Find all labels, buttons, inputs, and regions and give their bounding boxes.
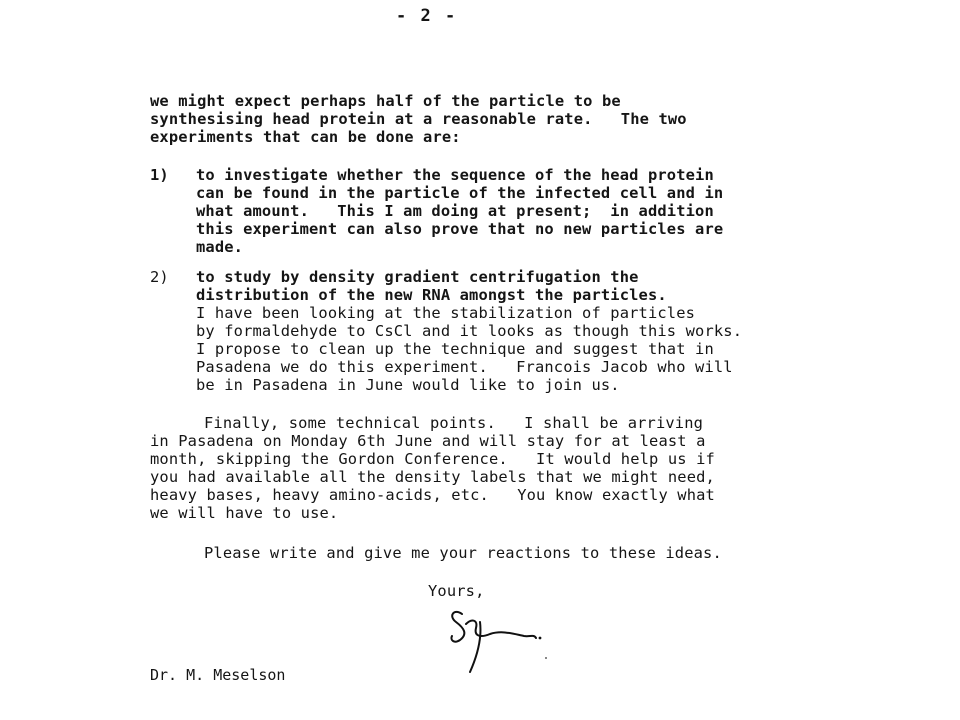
paragraph-2-line-3: month, skipping the Gordon Conference. It would help us if [150,450,715,468]
recipient-cutoff: Dr. M. Meselson [150,666,286,684]
item-1-line-4: this experiment can also prove that no new particles are [196,220,724,238]
paragraph-2-line-6: we will have to use. [150,504,339,522]
paragraph-2-line-1: Finally, some technical points. I shall be arriving [204,414,704,432]
paragraph-3: Please write and give me your reactions to these ideas. [204,544,722,562]
paragraph-1-line-3: experiments that can be done are: [150,128,461,146]
paragraph-2-line-2: in Pasadena on Monday 6th June and will stay for at least a [150,432,706,450]
signature [440,600,580,680]
paragraph-2-line-4: you had available all the density labels that we might need, [150,468,715,486]
paragraph-1-line-2: synthesising head protein at a reasonable rate. The two [150,110,687,128]
item-2-line-7: be in Pasadena in June would like to join us. [196,376,620,394]
item-1-marker: 1) [150,166,169,184]
item-1-line-5: made. [196,238,244,256]
item-1-line-3: what amount. This I am doing at present; in addition [196,202,714,220]
item-2-line-5: I propose to clean up the technique and suggest that in [196,340,714,358]
paragraph-1-line-1: we might expect perhaps half of the particle to be [150,92,621,110]
item-2-line-1: to study by density gradient centrifugation the [196,268,639,286]
item-2-line-4: by formaldehyde to CsCl and it looks as though this works. [196,322,743,340]
item-2-line-6: Pasadena we do this experiment. Francois Jacob who will [196,358,733,376]
item-2-line-2: distribution of the new RNA amongst the particles. [196,286,667,304]
item-1-line-2: can be found in the particle of the infected cell and in [196,184,724,202]
page-number: - 2 - [396,6,458,26]
item-1-line-1: to investigate whether the sequence of the head protein [196,166,714,184]
paragraph-2-line-5: heavy bases, heavy amino-acids, etc. You know exactly what [150,486,715,504]
item-2-line-3: I have been looking at the stabilization of particles [196,304,696,322]
item-2-marker: 2) [150,268,169,286]
closing: Yours, [428,582,485,600]
